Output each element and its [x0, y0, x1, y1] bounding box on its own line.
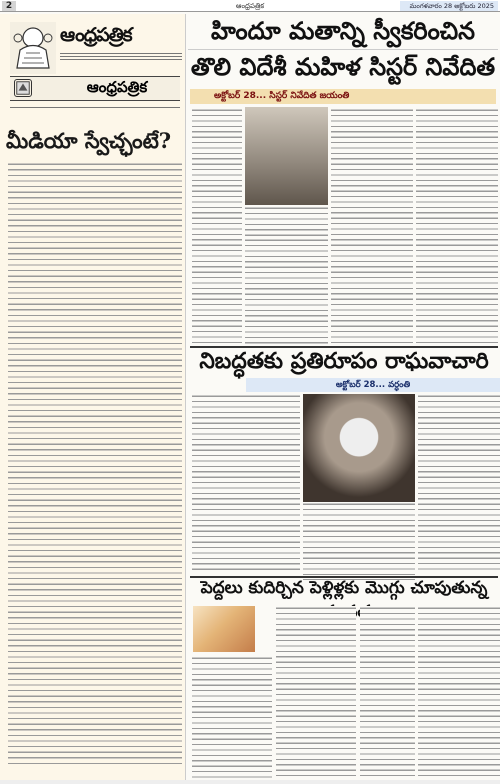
raghavachari-photo — [303, 394, 415, 502]
page-number: 2 — [2, 1, 16, 11]
page-header-brand: ఆంధ్రపత్రిక — [235, 2, 265, 10]
editorial-body — [8, 162, 182, 768]
wedding-photo — [193, 606, 255, 652]
story-subhead: అక్టోబర్ 28... వర్ధంతి — [246, 378, 500, 392]
article-column — [416, 108, 498, 344]
goddess-logo-icon — [10, 22, 56, 74]
sister-nivedita-photo — [245, 107, 328, 205]
date-strip: మంగళవారం 28 అక్టోబరు 2025 — [400, 1, 498, 11]
story-headline: హిందూ మతాన్ని స్వీకరించిన — [188, 16, 498, 50]
photo-caption — [245, 206, 328, 236]
article-column — [418, 606, 500, 780]
article-column — [331, 108, 413, 344]
story-subhead: అక్టోబర్ 28... సిస్టర్ నివేదిత జయంతి — [190, 89, 496, 104]
story-headline: నిబద్ధతకు ప్రతిరూపం రాఘవాచారి — [190, 346, 498, 376]
article-column — [418, 394, 500, 574]
article-column — [276, 606, 356, 780]
masthead-tagline-line — [10, 104, 180, 112]
article-column — [192, 108, 242, 344]
photo-caption — [303, 502, 415, 580]
masthead-emblem-icon — [14, 79, 32, 97]
story-headline-line2: తొలి విదేశీ మహిళ సిస్టర్ నివేదిత — [190, 52, 496, 81]
masthead-subtext-lines — [60, 50, 182, 72]
article-column — [192, 656, 272, 780]
story-headline: పెద్దలు కుదిర్చిన పెళ్లిళ్లకు మొగ్గు చూపుతున్న — [190, 576, 498, 604]
page-bottom-rule — [0, 780, 500, 784]
article-column — [360, 606, 415, 780]
editorial-title: మీడియా స్వేచ్ఛంటే? — [6, 128, 172, 153]
article-column — [192, 540, 300, 574]
masthead-title: ఆంధ్రపత్రిక — [60, 24, 132, 46]
masthead-title-large: ఆంధ్రపత్రిక — [86, 78, 148, 96]
article-column — [245, 238, 328, 344]
